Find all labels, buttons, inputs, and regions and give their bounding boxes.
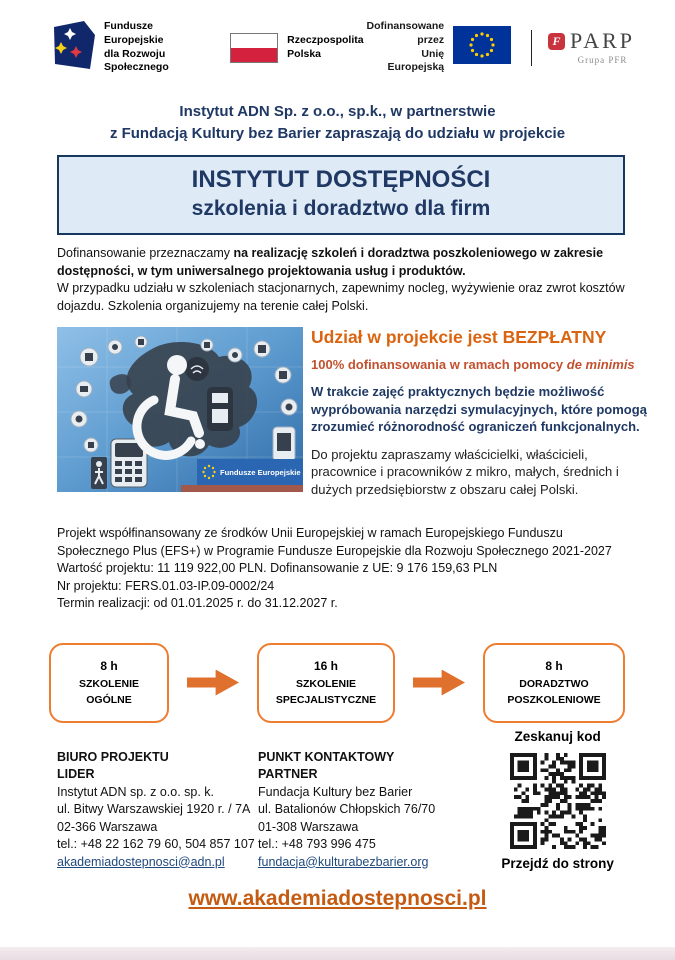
- partner-name: Fundacja Kultury bez Barier: [258, 784, 413, 799]
- project-title-banner: [57, 155, 625, 235]
- website-link[interactable]: www.akademiadostepnosci.pl: [188, 887, 487, 910]
- highlight-column: [311, 327, 657, 498]
- step-specialist-training: 16 h SZKOLENIE SPECJALISTYCZNE: [257, 643, 395, 723]
- eu-funding-label: Dofinansowane przez Unię Europejską: [366, 20, 445, 74]
- invitation-heading: [0, 101, 675, 145]
- invitation-line1: Instytut ADN Sp. z o.o., sp.k., w partnerstwie: [179, 103, 496, 120]
- financing-line2: Wartość projektu: 11 119 922,00 PLN. Dofinansowanie z UE: 9 176 159,63 PLN: [57, 561, 498, 575]
- description-lead: Dofinansowanie przeznaczamy na realizację szkoleń i doradztwa poszkoleniowego w zakresie dostępności, w tym uniwersalnego projektowania usług i produktów.: [57, 246, 604, 278]
- fundusze-europejskie-label: Fundusze Europejskie dla Rozwoju Społecznego: [104, 20, 169, 74]
- partner-phone: tel.: +48 793 996 475: [258, 837, 376, 851]
- arrow-right-icon: [413, 670, 465, 696]
- financing-info: [57, 525, 630, 613]
- eu-flag-icon: [453, 26, 511, 69]
- partner-email-link[interactable]: fundacja@kulturabezbarier.org: [258, 854, 429, 869]
- contacts-section: [57, 728, 633, 872]
- office-phone: tel.: +48 22 162 79 60, 504 857 107: [57, 837, 255, 851]
- office-name: Instytut ADN sp. z o.o. sp. k.: [57, 784, 215, 799]
- person-sign-icon: [91, 457, 107, 489]
- financing-line1: Projekt współfinansowany ze środków Unii Europejskiej w ramach Europejskiego Funduszu Społecznego Plus (EFS+) w Programie Fundusze Europejskie dla Rozwoju Społecznego 2021-2027: [57, 526, 612, 558]
- header-logos: [0, 0, 675, 75]
- main-columns: [57, 327, 657, 498]
- qr-bottom-label: Przejdź do strony: [501, 855, 614, 871]
- eu-funding-logo: [364, 20, 512, 75]
- project-title: INSTYTUT DOSTĘPNOŚCI: [191, 166, 491, 193]
- invitation-line2: z Fundacją Kultury bez Barier zapraszają do udziału w projekcie: [109, 125, 566, 142]
- arrow-right-icon: [187, 670, 239, 696]
- step-post-training-advisory: 8 h DORADZTWO POSZKOLENIOWE: [483, 643, 625, 723]
- qr-block: [482, 729, 633, 872]
- parp-logo: [548, 30, 635, 65]
- parp-name: PARP: [569, 28, 635, 53]
- rzeczpospolita-polska-logo: [230, 33, 363, 63]
- free-participation-heading: Udział w projekcie jest BEZPŁATNY: [311, 327, 607, 347]
- training-steps: [49, 643, 625, 723]
- svg-text:Fundusze Europejskie: Fundusze Europejskie: [220, 468, 301, 477]
- parp-subtitle: Grupa PFR: [577, 55, 628, 65]
- step-general-training: 8 h SZKOLENIE OGÓLNE: [49, 643, 169, 723]
- practice-paragraph: W trakcie zajęć praktycznych będzie możliwość wypróbowania narzędzi symulacyjnych, które pomogą zrozumieć różnorodność ograniczeń funkcjonalnych.: [311, 384, 647, 434]
- header-divider: [531, 30, 532, 66]
- financing-line3: Nr projektu: FERS.01.03-IP.09-0002/24: [57, 578, 275, 593]
- photo-eu-banner: [181, 459, 303, 492]
- poland-flag-icon: [230, 33, 278, 63]
- office-email-link[interactable]: akademiadostepnosci@adn.pl: [57, 854, 225, 869]
- project-subtitle: szkolenia i doradztwo dla firm: [191, 197, 491, 220]
- invite-paragraph: Do projektu zapraszamy właścicielki, właścicieli, pracownice i pracowników z mikro, małych, średnich i dużych przedsiębiorstw z obszaru całej Polski.: [311, 446, 619, 497]
- qr-code: [510, 753, 606, 849]
- contact-point-title: PUNKT KONTAKTOWY: [258, 749, 395, 764]
- contact-point-role: PARTNER: [258, 767, 318, 781]
- funding-line: 100% dofinansowania w ramach pomocy de minimis: [311, 357, 635, 372]
- project-description: [57, 245, 630, 315]
- accessibility-illustration: [57, 327, 303, 492]
- rzeczpospolita-polska-label: Rzeczpospolita Polska: [287, 33, 364, 60]
- partner-city: 01-308 Warszawa: [258, 819, 359, 834]
- parp-icon: F: [548, 33, 565, 50]
- description-body: W przypadku udziału w szkoleniach stacjonarnych, zapewnimy nocleg, wyżywienie oraz zwrot kosztów dojazdu. Szkolenia organizujemy na terenie całej Polski.: [57, 281, 625, 313]
- contact-point: [258, 749, 482, 872]
- fundusze-europejskie-flag-icon: [46, 20, 96, 75]
- financing-line4: Termin realizacji: od 01.01.2025 r. do 31.12.2027 r.: [57, 596, 338, 610]
- office-role: LIDER: [57, 767, 95, 781]
- project-office-contact: [57, 749, 258, 872]
- office-street: ul. Bitwy Warszawskiej 1920 r. / 7A: [57, 802, 251, 816]
- office-city: 02-366 Warszawa: [57, 819, 158, 834]
- qr-top-label: Zeskanuj kod: [514, 728, 601, 744]
- office-title: BIURO PROJEKTU: [57, 749, 169, 764]
- fundusze-europejskie-logo: [46, 20, 204, 75]
- page-edge: [0, 947, 675, 960]
- partner-street: ul. Batalionów Chłopskich 76/70: [258, 802, 436, 816]
